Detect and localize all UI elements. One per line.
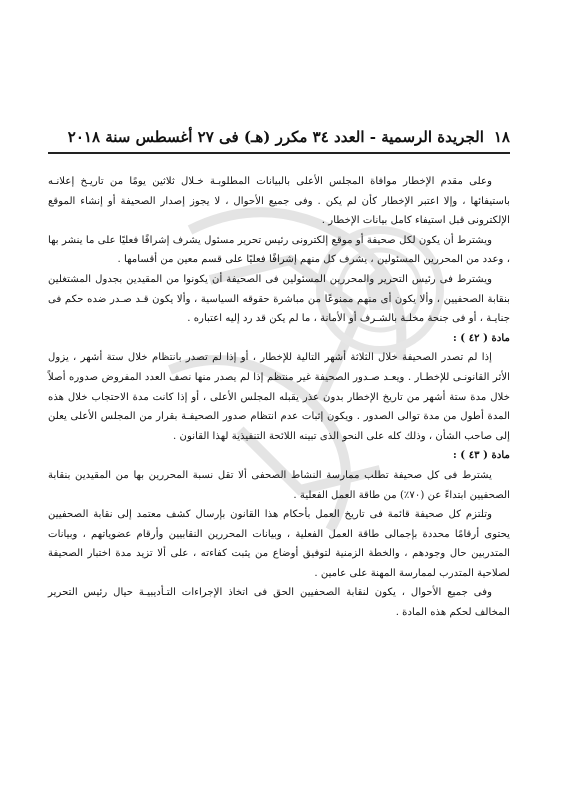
article-heading-42: مادة ( ٤٢ ) :	[453, 331, 510, 344]
article-heading-43: مادة ( ٤٣ ) :	[453, 449, 510, 462]
paragraph: وفى جميع الأحوال ، يكون لنقابة الصحفيين الحق فى اتخاذ الإجراءات التـأديبيـة حيال رئيس التحرير المخالف لحكم هذه المادة .	[48, 587, 510, 619]
document-body	[48, 172, 510, 623]
page-header	[48, 128, 510, 154]
paragraph: وعلى مقدم الإخطار موافاة المجلس الأعلى بالبيانات المطلوبـة خـلال ثلاثين يومًا من تاريـخ إعلانـه باستيفائها ، وإلا اعتبر الإخطار كأن لم يكن . وفى جميع الأحوال ، لا يجوز إصدار الصحيفة أو إنشاء الموقع الإلكترونى قبل استيفاء كامل بيانات الإخطار .	[48, 176, 510, 227]
paragraph: وتلتزم كل صحيفة قائمة فى تاريخ العمل بأحكام هذا القانون بإرسال كشف معتمد إلى نقابة الصحفيين يحتوى أرقامًا محددة بإجمالى طاقة العمل الفعلية ، وبيانات المحررين النقابيين وأرقام عضوياتهم ، وبيانات المتدربين حال وجودهم ، والخطة الزمنية لتوفيق أوضاع من يثبت كفاءته ، على ألا تزيد مدة اختبار الصحيفة لصلاحية المتدرب لممارسة المهنة على عامين .	[48, 509, 510, 579]
page-number: ١٨	[493, 128, 510, 146]
paragraph: ويشترط أن يكون لكل صحيفة أو موقع إلكترونى رئيس تحرير مسئول يشرف إشرافًا فعليًا على ما ينشر بها ، وعدد من المحررين المسئولين ، يشرف كل منهم إشرافًا فعليًا على قسم معين من أقسامها .	[48, 234, 510, 266]
paragraph: يشترط فى كل صحيفة تطلب ممارسة النشاط الصحفى ألا تقل نسبة المحررين بها من المقيدين بنقابة الصحفيين ابتداءً عن (٧٠٪) من طاقة العمل الفعلية .	[48, 469, 510, 501]
gazette-title: الجريدة الرسمية - العدد ٣٤ مكرر (هـ) فى ٢٧ أغسطس سنة ٢٠١٨	[67, 128, 484, 146]
paragraph: إذا لم تصدر الصحيفة خلال الثلاثة أشهر التالية للإخطار ، أو إذا لم تصدر بانتظام خلال ستة أشهر ، يزول الأثر القانونـى للإخطـار . ويعـد صـدور الصحيفة غير منتظم إذا لم يصدر منها نصف العدد المفروض صدوره أصلاً خلال مدة ستة أشهر من تاريخ الإخطار بدون عذر يقبله المجلس الأعلى ، أو إذا كانت مدة الاحتجاب خلال هذه المدة أطول من مدة توالى الصدور . ويكون إثبات عدم انتظام صدور الصحيفـة بقرار من المجلس الأعلى يعلن إلى صاحب الشأن ، وذلك كله على النحو الذى تبينه اللائحة التنفيذية لهذا القانون .	[48, 352, 510, 442]
paragraph: ويشترط فى رئيس التحرير والمحررين المسئولين فى الصحيفة أن يكونوا من المقيدين بجدول المشتغلين بنقابة الصحفيين ، وألا يكون أى منهم ممنوعًا من مباشرة حقوقه السياسية ، وألا يكون قـد صـدر ضده حكم فى جنايـة ، أو فى جنحة مخلـة بالشـرف أو الأمانة ، ما لم يكن قد رد إليه اعتباره .	[48, 273, 510, 325]
